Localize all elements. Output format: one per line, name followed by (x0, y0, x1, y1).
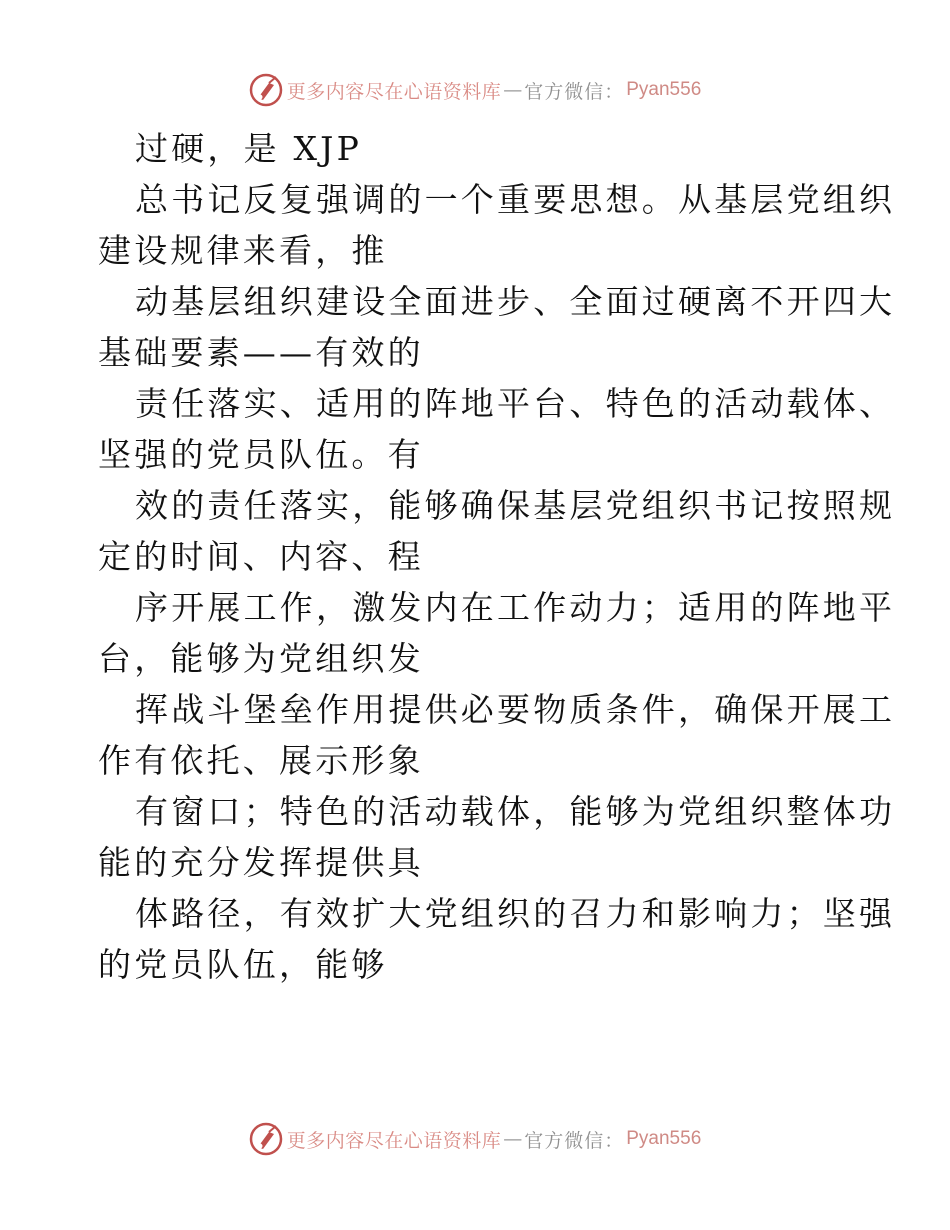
banner-wechat-label: 官方微信： (524, 1129, 625, 1152)
text-line: 挥战斗堡垒作用提供必要物质条件，确保开展工 (135, 690, 896, 729)
footer-banner (0, 1119, 950, 1159)
text-line: 的党员队伍，能够 (98, 945, 388, 984)
quill-logo-icon (249, 1122, 283, 1156)
banner-separator: — (503, 79, 523, 101)
banner-site-text: 更多内容尽在心语资料库 (286, 80, 502, 103)
text-line: 责任落实、适用的阵地平台、特色的活动载体、 (135, 384, 896, 423)
text-line: 定的时间、内容、程 (98, 537, 424, 576)
banner-wechat-id: Pyan556 (626, 1128, 702, 1149)
text-line: 序开展工作，激发内在工作动力；适用的阵地平 (135, 588, 896, 627)
text-line: 总书记反复强调的一个重要思想。从基层党组织 (135, 180, 896, 219)
banner-wechat-label: 官方微信： (524, 80, 625, 103)
text-line: 体路径，有效扩大党组织的召力和影响力；坚强 (135, 894, 896, 933)
text-line: 动基层组织建设全面进步、全面过硬离不开四大 (135, 282, 896, 321)
text-line: 台，能够为党组织发 (98, 639, 424, 678)
document-body (98, 123, 896, 990)
text-line: 效的责任落实，能够确保基层党组织书记按照规 (135, 486, 896, 525)
header-banner (0, 70, 950, 110)
banner-wechat-id: Pyan556 (626, 79, 702, 100)
quill-logo-icon (249, 73, 283, 107)
text-line: 能的充分发挥提供具 (98, 843, 424, 882)
text-line: 基础要素——有效的 (98, 333, 424, 372)
text-line: 建设规律来看，推 (98, 231, 388, 270)
text-line: 坚强的党员队伍。有 (98, 435, 424, 474)
banner-separator: — (503, 1128, 523, 1150)
text-line: 过硬，是 XJP (135, 129, 363, 168)
text-line: 作有依托、展示形象 (98, 741, 424, 780)
text-line: 有窗口；特色的活动载体，能够为党组织整体功 (135, 792, 896, 831)
banner-site-text: 更多内容尽在心语资料库 (286, 1129, 502, 1152)
